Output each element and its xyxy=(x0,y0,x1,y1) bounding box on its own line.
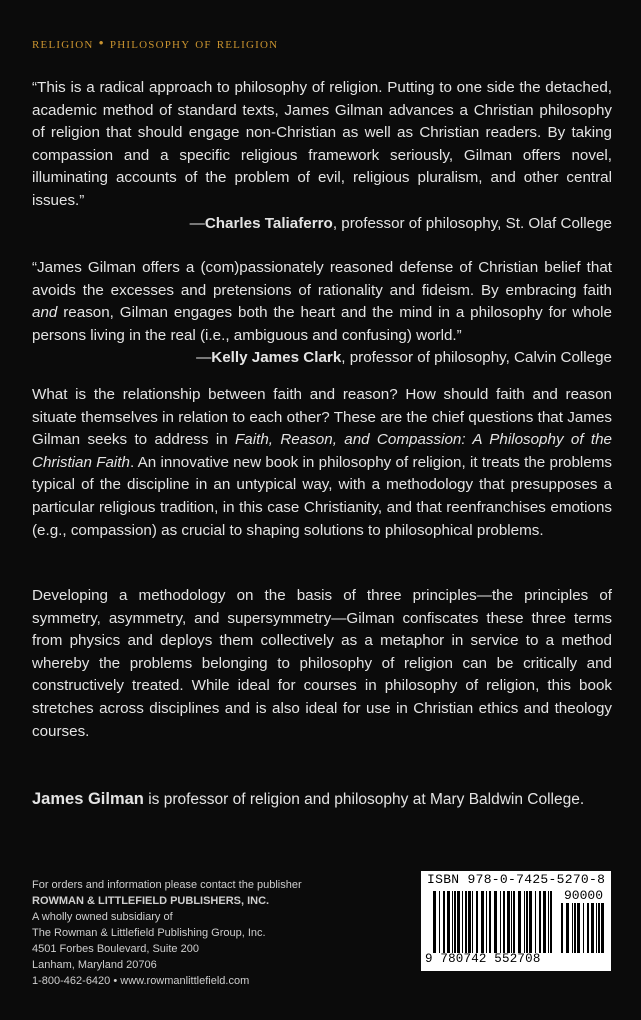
publisher-contact: 1-800-462-6420 • www.rowmanlittlefield.com xyxy=(32,975,250,987)
publisher-address: Lanham, Maryland 20706 xyxy=(32,959,157,971)
price-code: 90000 xyxy=(563,888,603,903)
barcode-bars xyxy=(433,891,553,953)
attribution-affiliation: , professor of philosophy, St. Olaf College xyxy=(332,214,612,232)
attribution-affiliation: , professor of philosophy, Calvin College xyxy=(341,349,612,367)
blurb-quote-2 xyxy=(32,257,612,370)
description-text: . An innovative new book in philosophy of religion, it treats the problems typical of the discipline in an untypical way, with a methodology that presupposes a particular religious tradition, in this case Christianity, and that reenfranchises emotions (e.g., compassion) as crucial to shaping solutions to philosophical problems. xyxy=(32,453,612,539)
price-barcode-bars xyxy=(561,903,605,953)
publisher-line: For orders and information please contact the publisher xyxy=(32,879,302,891)
category-heading: religion • philosophy of religion xyxy=(32,36,279,52)
quote-emphasis: and xyxy=(32,304,58,322)
publisher-name: ROWMAN & LITTLEFIELD PUBLISHERS, INC. xyxy=(32,895,270,907)
author-bio xyxy=(32,788,612,811)
author-bio-text: is professor of religion and philosophy at Mary Baldwin College. xyxy=(143,791,585,808)
description-paragraph-1 xyxy=(32,384,612,542)
quote-text: “This is a radical approach to philosophy of religion. Putting to one side the detached, academic method of standard texts, James Gilman advances a Christian philosophy of religion that should engage non-Christian as well as Christian readers. By taking compassion and a specific religious framework seriously, Gilman offers novel, illuminating accounts of the problem of evil, religious pluralism, and other central issues.” xyxy=(32,79,612,209)
quote-text: reason, Gilman engages both the heart and the mind in a philosophy for whole persons living in the real (i.e., ambiguous and confusing) world.” xyxy=(32,304,612,344)
isbn-number: ISBN 978-0-7425-5270-8 xyxy=(427,872,606,887)
publisher-address: 4501 Forbes Boulevard, Suite 200 xyxy=(32,943,199,955)
author-name: James Gilman xyxy=(32,790,144,808)
publisher-line: A wholly owned subsidiary of xyxy=(32,911,173,923)
isbn-barcode xyxy=(421,871,611,971)
blurb-quote-1 xyxy=(32,77,612,235)
publisher-line: The Rowman & Littlefield Publishing Group, Inc. xyxy=(32,927,266,939)
quote-attribution xyxy=(32,347,612,370)
attribution-dash: — xyxy=(189,214,205,232)
description-paragraph-2: Developing a methodology on the basis of three principles—the principles of symmetry, asymmetry, and supersymmetry—Gilman confiscates these three terms from physics and deploys them collectively as a metaphor in service to a method whereby the problems belonging to philosophy of religion can be critically and constructively treated. While ideal for courses in philosophy of religion, this book stretches across disciplines and is also ideal for use in Christian ethics and theology courses. xyxy=(32,587,612,740)
attribution-name: Charles Taliaferro xyxy=(204,214,333,232)
book-title: Faith, Reason, and Compassion: A Philosophy of the Christian Faith xyxy=(32,431,613,471)
quote-text: “James Gilman offers a (com)passionately reasoned defense of Christian belief that avoids the excesses and pretensions of rationality and fideism. By embracing faith xyxy=(32,259,612,299)
publisher-info xyxy=(32,877,302,989)
attribution-dash: — xyxy=(196,349,212,367)
ean-digits: 9 780742 552708 xyxy=(425,952,541,966)
description-text: What is the relationship between faith and reason? How should faith and reason situate themselves in relation to each other? These are the chief questions that James Gilman seeks to address in xyxy=(32,386,612,449)
attribution-name: Kelly James Clark xyxy=(211,349,342,367)
quote-attribution xyxy=(32,213,612,236)
